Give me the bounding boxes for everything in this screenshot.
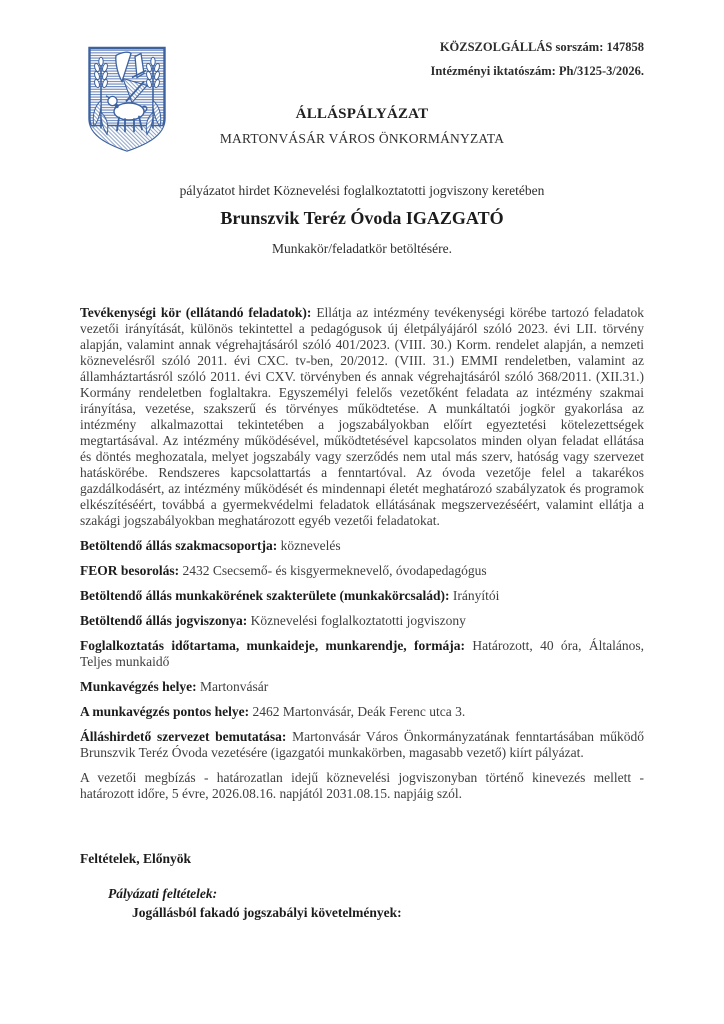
field-value: köznevelés xyxy=(280,538,341,553)
document-type-title: ÁLLÁSPÁLYÁZAT xyxy=(295,106,429,122)
conditions-heading: Feltételek, Előnyök xyxy=(80,851,191,866)
org-intro-paragraph xyxy=(80,729,644,761)
activity-text: Ellátja az intézmény tevékenységi körébe tartozó feladatok vezetői irányítását, különös tekintettel a pedagógusok új életpályájáról szóló 2023. évi LII. törvény alapján, valamint annak végrehajtásáról szóló 401/2023. (VIII. 30.) Korm. rendelet alapján, a nemzeti köznevelésről szóló 2011. évi CXC. tv-ben, 20/2012. (VIII. 31.) EMMI rendeletben, valamint az államháztartásról szóló 2011. évi CXV. törvényben és annak végrehajtásáról szóló 368/2011. (XII.31.) Kormány rendeletben foglaltakra. Egyszemélyi felelős vezetőként feladata az intézmény szakmai irányítása, vezetése, szakszerű és törvényes működtetése. A munkáltatói jogkör gyakorlása az intézmény alkalmazottai tekintetében a jogszabályokban előírt egyeztetési kötelezettségek megtartásával. Az intézmény működésével, működtetésével kapcsolatos minden olyan feladat ellátása és döntés meghozatala, melyet jogszabály vagy szerződés nem utal más szerv, hatóság vagy szervezet hatáskörébe. Rendszeres kapcsolattartás a fenntartóval. Az óvoda vezetője felel a takarékos gazdálkodásért, az intézmény működését és mindennapi életét meghatározó szabályzatok és programok elkészítéséért, továbbá a gyermekvédelmi feladatok ellátásának megszervezéséért, valamint ellátja a szakági jogszabályokban meghatározott egyéb vezetői feladatokat. xyxy=(80,305,644,528)
field-label: Betöltendő állás jogviszonya: xyxy=(80,613,248,628)
field-row-exact-address xyxy=(80,704,644,720)
field-label: FEOR besorolás: xyxy=(80,563,180,578)
org-intro-text: Martonvásár Város Önkormányzatának fenntartásában működő Brunszvik Teréz Óvoda vezetésére (igazgatói munkakörben, magasabb vezető) kiírt pályázat. xyxy=(80,729,645,760)
document-body xyxy=(80,305,644,921)
header-reference-block xyxy=(430,41,644,78)
position-subtitle: Munkakör/feladatkör betöltésére. xyxy=(272,241,452,256)
field-label: A munkavégzés pontos helye: xyxy=(80,704,250,719)
field-row-work-location xyxy=(80,679,644,695)
field-value: 2462 Martonvásár, Deák Ferenc utca 3. xyxy=(252,704,466,719)
posting-intro-line: pályázatot hirdet Köznevelési foglalkoztatotti jogviszony keretében xyxy=(179,183,545,198)
field-label: Betöltendő állás szakmacsoportja: xyxy=(80,538,278,553)
field-value: 2432 Csecsemő- és kisgyermeknevelő, óvodapedagógus xyxy=(182,563,487,578)
mandate-paragraph: A vezetői megbízás - határozatlan idejű köznevelési jogviszonyban történő kinevezés mellett - határozott időre, 5 évre, 2026.08.16. napjától 2031.08.15. napjáig szól. xyxy=(80,770,644,801)
field-label: Foglalkoztatás időtartama, munkaideje, munkarendje, formája: xyxy=(80,638,466,653)
field-row-legal-relation xyxy=(80,613,644,629)
legal-requirements-heading: Jogállásból fakadó jogszabályi követelmények: xyxy=(132,905,402,920)
field-row-profession-group xyxy=(80,538,644,554)
activity-paragraph xyxy=(80,305,644,529)
organization-name: MARTONVÁSÁR VÁROS ÖNKORMÁNYZATA xyxy=(219,131,505,146)
field-row-job-family xyxy=(80,588,644,604)
field-row-feor xyxy=(80,563,644,579)
activity-label: Tevékenységi kör (ellátandó feladatok): xyxy=(80,305,312,320)
field-value: Martonvásár xyxy=(199,679,269,694)
serial-number-line: KÖZSZOLGÁLLÁS sorszám: 147858 xyxy=(439,40,644,54)
application-conditions-subheading: Pályázati feltételek: xyxy=(108,886,218,901)
field-row-employment-terms xyxy=(80,638,644,670)
field-value: Irányítói xyxy=(452,588,500,603)
registry-number-line: Intézményi iktatószám: Ph/3125-3/2026. xyxy=(430,64,644,78)
org-intro-label: Álláshirdető szervezet bemutatása: xyxy=(80,729,287,744)
field-label: Betöltendő állás munkakörének szakterülete (munkakörcsalád): xyxy=(80,588,450,603)
field-value: Köznevelési foglalkoztatotti jogviszony xyxy=(250,613,466,628)
martonvasar-coat-of-arms-icon xyxy=(86,44,168,155)
position-title: Brunszvik Teréz Óvoda IGAZGATÓ xyxy=(220,208,504,228)
field-label: Munkavégzés helye: xyxy=(80,679,197,694)
field-value: Határozott, 40 óra, Általános, Teljes munkaidő xyxy=(80,638,645,669)
